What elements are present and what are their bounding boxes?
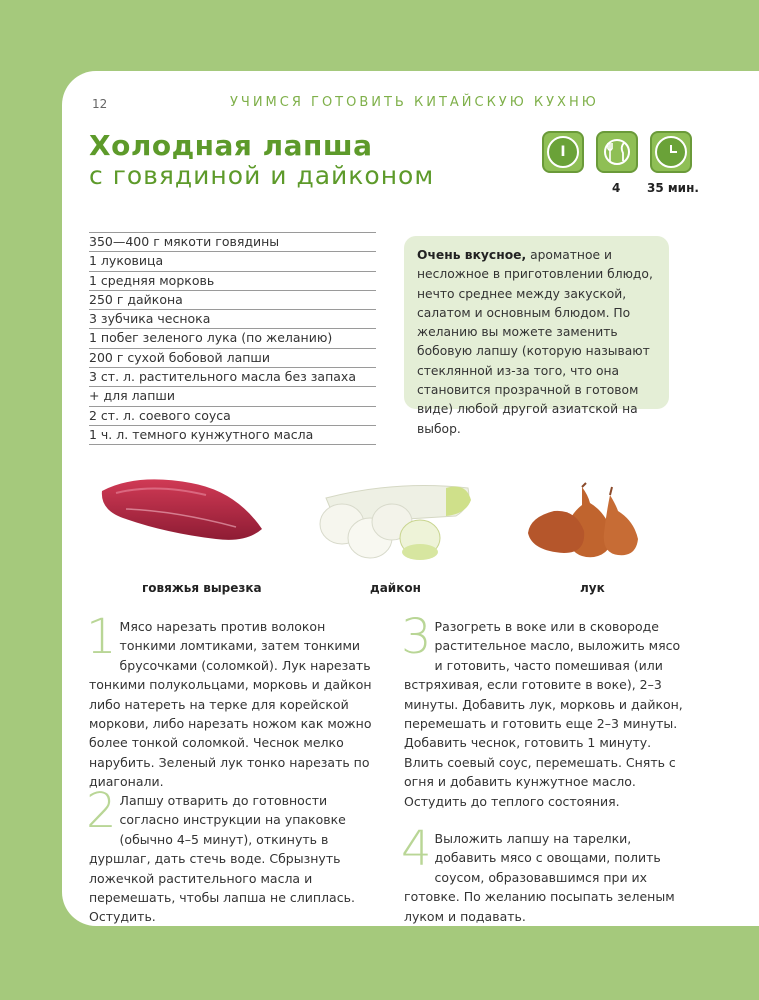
step-text: Выложить лапшу на тарелки, добавить мясо с овощами, полить соусом, образовавшимся при их готовке. По желанию посыпать зеленым луком и подавать. [404, 831, 675, 924]
step-3 [401, 609, 689, 811]
ingredient-item: 3 зубчика чеснока [89, 310, 376, 329]
step-number: 4 [401, 821, 432, 877]
step-1 [86, 609, 381, 792]
onion-caption: лук [580, 581, 605, 595]
ingredient-item: 350—400 г мякоти говядины [89, 232, 376, 252]
ingredient-item: 1 ч. л. темного кунжутного масла [89, 426, 376, 445]
daikon-caption: дайкон [370, 581, 421, 595]
step-text: Лапшу отварить до готовности согласно инструкции на упаковке (обычно 4–5 минут), откинуть в дуршлаг, дать стечь воде. Сбрызнуть ложечкой растительного масла и перемешать, чтобы лапша не слиплась. Остудить. [89, 793, 355, 925]
ingredient-item: 3 ст. л. растительного масла без запаха [89, 368, 376, 387]
step-text: Мясо нарезать против волокон тонкими ломтиками, затем тонкими брусочками (соломкой). Лук нарезать тонкими полукольцами, морковь и дайкон либо натереть на терке для корейской моркови, либо нарезать ножом как можно более тонкой соломкой. Чеснок мелко нарубить. Зеленый лук тонко нарезать по диагонали. [89, 619, 372, 790]
onion-photo [524, 481, 654, 561]
note-lead: Очень вкусное, [417, 248, 527, 262]
ingredient-item: 250 г дайкона [89, 291, 376, 310]
recipe-note [404, 236, 669, 436]
beef-caption: говяжья вырезка [142, 581, 262, 595]
ingredient-item: 200 г сухой бобовой лапши [89, 349, 376, 368]
difficulty-icon: I [542, 131, 584, 173]
recipe-page [62, 71, 759, 926]
daikon-photo [296, 476, 476, 566]
ingredient-item: 1 луковица [89, 252, 376, 271]
recipe-title: Холодная лапша [89, 129, 373, 162]
ingredient-item: 1 средняя морковь [89, 272, 376, 291]
servings-value: 4 [612, 181, 621, 195]
recipe-subtitle: с говядиной и дайконом [89, 161, 435, 190]
step-number: 2 [86, 783, 117, 839]
step-4 [401, 821, 689, 926]
page-number: 12 [92, 97, 108, 111]
ingredient-list [89, 232, 376, 445]
step-number: 3 [401, 609, 432, 665]
beef-photo [96, 471, 266, 551]
step-2 [86, 783, 381, 926]
ingredient-item: 1 побег зеленого лука (по желанию) [89, 329, 376, 348]
ingredient-item: + для лапши [89, 387, 376, 406]
clock-icon [650, 131, 692, 173]
fork-knife-icon [596, 131, 638, 173]
ingredient-item: 2 ст. л. соевого соуса [89, 407, 376, 426]
time-value: 35 мин. [647, 181, 699, 195]
step-text: Разогреть в воке или в сковороде растительное масло, выложить мясо и готовить, часто помешивая (или встряхивая, если готовите в воке), 2–3 минуты. Добавить лук, морковь и дайкон, перемешать и готовить еще 2–3 минуты. Добавить чеснок, готовить 1 минуту. Влить соевый соус, перемешать. Снять с огня и добавить кунжутное масло. Остудить до теплого состояния. [404, 619, 683, 809]
step-number: 1 [86, 609, 117, 665]
running-title: УЧИМСЯ ГОТОВИТЬ КИТАЙСКУЮ КУХНЮ [230, 95, 599, 110]
note-text: ароматное и несложное в приготовлении блюдо, нечто среднее между закуской, салатом и основным блюдом. По желанию вы можете заменить бобовую лапшу (которую называют стеклянной из-за того, что она становится прозрачной в готовом виде) любой другой азиатской на выбор. [417, 248, 653, 436]
